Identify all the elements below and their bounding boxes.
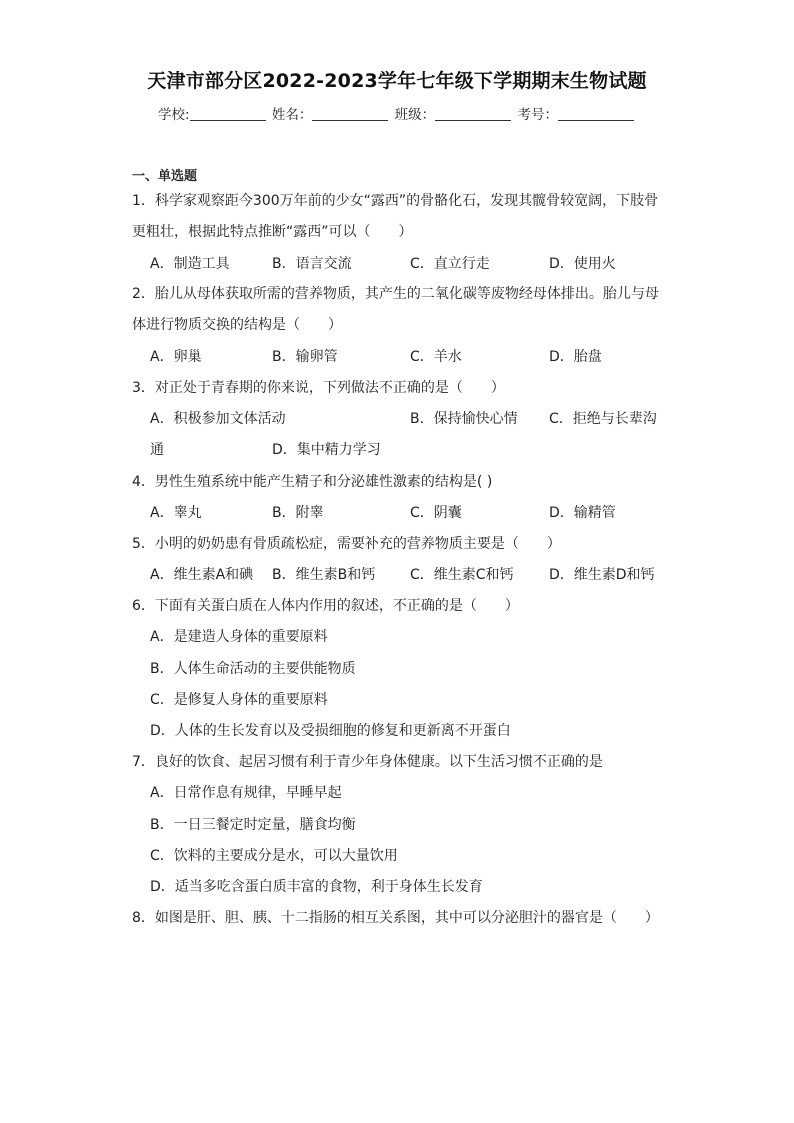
question-1-option-a: A．制造工具: [150, 256, 230, 272]
question-5-option-b: B．维生素B和钙: [272, 567, 376, 583]
question-2-line-2: 体进行物质交换的结构是（ ）: [132, 317, 342, 333]
question-4-line-1: 4．男性生殖系统中能产生精子和分泌雄性激素的结构是( ): [132, 474, 493, 490]
question-2-option-a: A．卵巢: [150, 349, 202, 365]
question-7-line-1: 7．良好的饮食、起居习惯有利于青少年身体健康。以下生活习惯不正确的是: [132, 754, 603, 770]
question-1-line-1: 1．科学家观察距今300万年前的少女“露西”的骨骼化石，发现其髋骨较宽阔，下肢骨: [132, 193, 659, 209]
question-5-line-1: 5．小明的奶奶患有骨质疏松症，需要补充的营养物质主要是（ ）: [132, 536, 561, 552]
question-4-option-a: A．睾丸: [150, 505, 202, 521]
question-7-option-d: D．适当多吃含蛋白质丰富的食物，利于身体生长发育: [150, 879, 483, 895]
question-6-option-b: B．人体生命活动的主要供能物质: [150, 661, 356, 677]
question-6-option-a: A．是建造人身体的重要原料: [150, 629, 328, 645]
question-5-option-d: D．维生素D和钙: [549, 567, 655, 583]
question-3-option-c: C．拒绝与长辈沟: [549, 411, 657, 427]
question-4-option-b: B．附睾: [272, 505, 324, 521]
question-3-option-c-continued: 通: [150, 442, 164, 458]
class-label: 班级：: [394, 107, 436, 123]
question-1-option-c: C．直立行走: [410, 256, 490, 272]
question-2-option-d: D．胎盘: [549, 349, 602, 365]
question-4-option-c: C．阴囊: [410, 505, 462, 521]
school-blank[interactable]: [190, 106, 266, 121]
question-3-line-1: 3．对正处于青春期的你来说，下列做法不正确的是（ ）: [132, 380, 505, 396]
question-1-option-b: B．语言交流: [272, 256, 352, 272]
question-7-option-a: A．日常作息有规律，早睡早起: [150, 785, 342, 801]
question-3-option-b: B．保持愉快心情: [410, 411, 518, 427]
question-2-option-b: B．输卵管: [272, 349, 338, 365]
question-4-option-d: D．输精管: [549, 505, 616, 521]
question-3-option-d: D．集中精力学习: [272, 442, 381, 458]
school-label: 学校:: [158, 107, 190, 123]
question-2-line-1: 2．胎儿从母体获取所需的营养物质，其产生的二氧化碳等废物经母体排出。胎儿与母: [132, 286, 659, 302]
number-label: 考号：: [517, 107, 558, 123]
number-blank[interactable]: [558, 106, 634, 121]
question-8-line-1: 8．如图是肝、胆、胰、十二指肠的相互关系图，其中可以分泌胆汁的器官是（ ）: [132, 910, 659, 926]
question-5-option-c: C．维生素C和钙: [410, 567, 514, 583]
class-blank[interactable]: [435, 106, 511, 121]
question-2-option-c: C．羊水: [410, 349, 462, 365]
section-heading: 一、单选题: [132, 169, 198, 184]
question-3-option-a: A．积极参加文体活动: [150, 411, 286, 427]
question-6-option-d: D．人体的生长发育以及受损细胞的修复和更新离不开蛋白: [150, 723, 511, 739]
question-5-option-a: A．维生素A和碘: [150, 567, 254, 583]
question-7-option-c: C．饮料的主要成分是水，可以大量饮用: [150, 848, 398, 864]
exam-title: 天津市部分区2022-2023学年七年级下学期期末生物试题: [147, 70, 647, 92]
name-label: 姓名：: [271, 107, 313, 123]
question-6-line-1: 6．下面有关蛋白质在人体内作用的叙述，不正确的是（ ）: [132, 598, 519, 614]
student-info-line: [0, 103, 794, 123]
question-7-option-b: B．一日三餐定时定量，膳食均衡: [150, 817, 356, 833]
question-1-line-2: 更粗壮，根据此特点推断“露西”可以（ ）: [132, 224, 413, 240]
name-blank[interactable]: [312, 106, 388, 121]
question-1-option-d: D．使用火: [549, 256, 616, 272]
question-6-option-c: C．是修复人身体的重要原料: [150, 692, 328, 708]
